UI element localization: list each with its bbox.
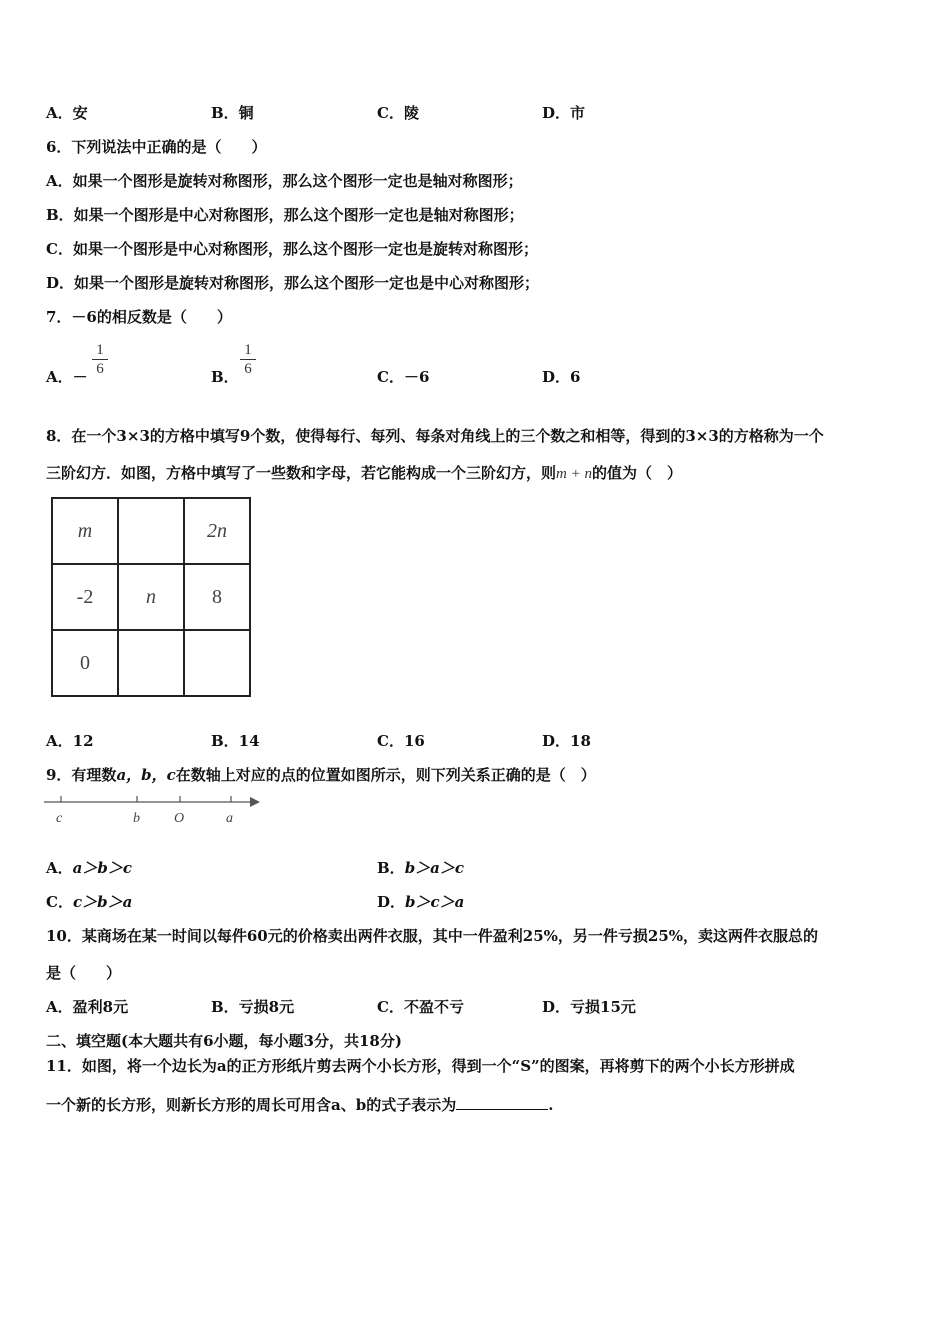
q9-option-d bbox=[377, 891, 464, 912]
q7-option-b-fraction bbox=[240, 342, 256, 377]
q6-option-d: D．如果一个图形是旋转对称图形，那么这个图形一定也是中心对称图形； bbox=[46, 274, 540, 292]
grid-cell bbox=[118, 498, 184, 564]
q6-option-a: A．如果一个图形是旋转对称图形，那么这个图形一定也是轴对称图形； bbox=[46, 172, 523, 190]
q8-option-d: D．18 bbox=[542, 732, 591, 750]
q9-stem bbox=[46, 764, 596, 785]
magic-square-grid bbox=[51, 497, 251, 697]
q8-option-c: C．16 bbox=[377, 732, 425, 750]
answer-blank[interactable] bbox=[456, 1095, 548, 1110]
fraction-numerator: 1 bbox=[244, 342, 252, 358]
q10-option-a: A．盈利8元 bbox=[46, 998, 129, 1016]
q7-option-a-fraction bbox=[92, 342, 108, 377]
q11-stem-end: . bbox=[548, 1096, 554, 1114]
q10-stem-line1: 10．某商场在某一时间以每件60元的价格卖出两件衣服，其中一件盈利25%，另一件亏损25%，卖这两件衣服总的 bbox=[46, 927, 819, 945]
label-origin: O bbox=[174, 811, 185, 826]
q5-option-d: D．市 bbox=[542, 104, 586, 122]
q11-stem-line2 bbox=[46, 1094, 553, 1115]
grid-cell: m bbox=[52, 498, 118, 564]
q5-option-a: A．安 bbox=[46, 104, 88, 122]
q10-option-d: D．亏损15元 bbox=[542, 998, 636, 1016]
q5-option-b: B．铜 bbox=[211, 104, 254, 122]
grid-cell bbox=[184, 630, 250, 696]
q8-option-b: B．14 bbox=[211, 732, 260, 750]
q9-stem-pre: 9．有理数 bbox=[46, 766, 117, 784]
grid-cell: n bbox=[118, 564, 184, 630]
q6-option-c: C．如果一个图形是中心对称图形，那么这个图形一定也是旋转对称图形； bbox=[46, 240, 538, 258]
q9-stem-post: 在数轴上对应的点的位置如图所示，则下列关系正确的是（ ） bbox=[175, 766, 596, 784]
q8-option-a: A．12 bbox=[46, 732, 94, 750]
label-a: a bbox=[226, 811, 233, 826]
q7-stem: 7．－6的相反数是（ ） bbox=[46, 308, 232, 326]
q11-stem-text: 一个新的长方形，则新长方形的周长可用含a、b的式子表示为 bbox=[46, 1096, 457, 1114]
q9-option-b bbox=[377, 857, 464, 878]
q9-stem-vars: a，b，c bbox=[116, 766, 176, 784]
q7-option-b-label: B． bbox=[211, 368, 239, 386]
q8-stem-end: 的值为（ ） bbox=[591, 464, 682, 482]
grid-cell: -2 bbox=[52, 564, 118, 630]
q9-option-a bbox=[46, 857, 132, 878]
option-label: C． bbox=[46, 893, 73, 911]
q6-stem: 6．下列说法中正确的是（ ） bbox=[46, 138, 267, 156]
q10-option-b: B．亏损8元 bbox=[211, 998, 295, 1016]
fraction-denominator: 6 bbox=[244, 361, 252, 377]
option-label: B． bbox=[377, 859, 405, 877]
label-b: b bbox=[133, 811, 140, 826]
q8-stem-line1: 8．在一个3×3的方格中填写9个数，使得每行、每列、每条对角线上的三个数之和相等，得到的3×3的方格称为一个 bbox=[46, 427, 824, 445]
q5-option-c: C．陵 bbox=[377, 104, 419, 122]
q8-math-expression: m + n bbox=[556, 466, 592, 482]
option-expr: b＞a＞c bbox=[404, 859, 465, 877]
label-c: c bbox=[56, 811, 63, 826]
option-label: A． bbox=[46, 859, 73, 877]
q7-option-c: C．－6 bbox=[377, 368, 430, 386]
q8-stem-line2 bbox=[46, 462, 682, 483]
fraction-denominator: 6 bbox=[96, 361, 104, 377]
grid-cell: 0 bbox=[52, 630, 118, 696]
grid-cell: 2n bbox=[184, 498, 250, 564]
fraction-bar bbox=[92, 359, 108, 360]
q7-option-a-label: A．－ bbox=[46, 368, 88, 386]
section-title: 二、填空题(本大题共有6小题，每小题3分，共18分) bbox=[46, 1032, 402, 1050]
q9-option-c bbox=[46, 891, 132, 912]
option-expr: c＞b＞a bbox=[72, 893, 133, 911]
option-expr: b＞c＞a bbox=[405, 893, 465, 911]
grid-cell: 8 bbox=[184, 564, 250, 630]
option-expr: a＞b＞c bbox=[72, 859, 132, 877]
q7-option-d: D．6 bbox=[542, 368, 581, 386]
q11-stem-line1: 11．如图，将一个边长为a的正方形纸片剪去两个小长方形，得到一个“S”的图案，再将剪下的两个小长方形拼成 bbox=[46, 1057, 795, 1075]
q8-stem-text: 三阶幻方．如图，方格中填写了一些数和字母，若它能构成一个三阶幻方，则 bbox=[46, 464, 557, 482]
q6-option-b: B．如果一个图形是中心对称图形，那么这个图形一定也是轴对称图形； bbox=[46, 206, 524, 224]
fraction-numerator: 1 bbox=[96, 342, 104, 358]
axis-arrow bbox=[250, 797, 260, 807]
option-label: D． bbox=[377, 893, 406, 911]
number-line bbox=[44, 792, 274, 828]
fraction-bar bbox=[240, 359, 256, 360]
grid-cell bbox=[118, 630, 184, 696]
q10-stem-line2: 是（ ） bbox=[46, 964, 122, 982]
q10-option-c: C．不盈不亏 bbox=[377, 998, 464, 1016]
